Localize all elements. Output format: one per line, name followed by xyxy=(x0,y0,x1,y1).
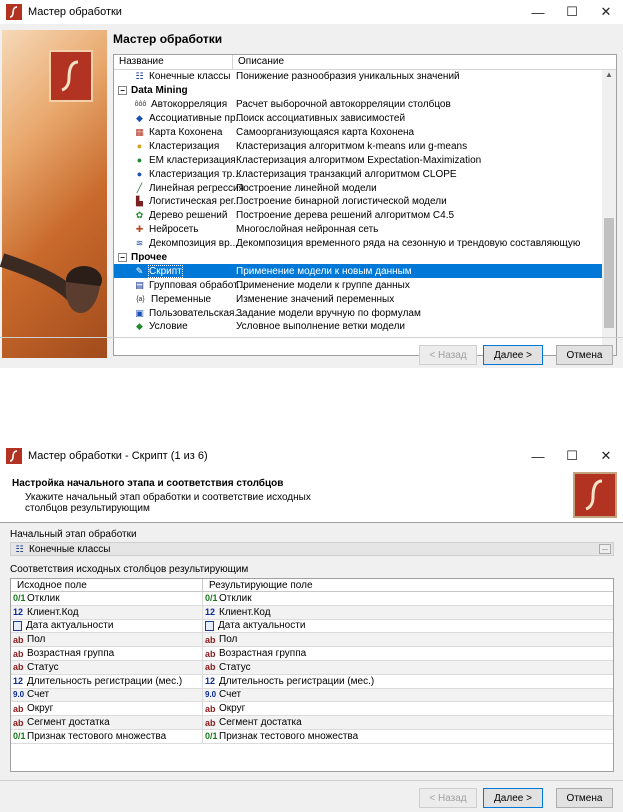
boolean-type-icon: 0/1 xyxy=(205,731,218,742)
tree-item-name: ЕМ кластеризация xyxy=(149,154,236,166)
tree-item-name: Линейная регрессия xyxy=(149,182,244,194)
tree-item-description: Понижение разнообразия уникальных значений xyxy=(236,71,460,83)
column-mapping-grid[interactable] xyxy=(10,578,614,772)
tree-item-name: Автокорреляция xyxy=(151,99,228,111)
target-field-name: Отклик xyxy=(219,592,252,604)
tree-item-name: Кластеризация xyxy=(149,140,220,152)
string-type-icon: ab xyxy=(205,634,216,645)
tree-item-description: Самоорганизующаяся карта Кохонена xyxy=(236,127,415,138)
decision-tree-icon: ✿ xyxy=(135,210,144,221)
column-header-source[interactable]: Исходное поле xyxy=(11,579,203,591)
condition-icon: ◆ xyxy=(136,321,143,332)
logistic-regression-icon: ▙ xyxy=(136,196,143,207)
tree-item-name: Пользовательская... xyxy=(149,307,243,319)
target-field-name: Счет xyxy=(219,689,242,701)
tree-item-name: Карта Кохонена xyxy=(149,127,223,138)
start-stage-value: Конечные классы xyxy=(29,543,111,555)
wizard-header xyxy=(0,468,623,522)
source-field-cell[interactable] xyxy=(11,689,203,702)
tree-item-description: Построение линейной модели xyxy=(236,182,377,194)
grid-header xyxy=(11,579,613,592)
source-field-cell[interactable] xyxy=(11,647,203,660)
step-description: Укажите начальный этап обработки и соответствие исходных столбцов результирующим xyxy=(25,492,311,514)
script-icon: ✎ xyxy=(135,265,144,276)
tree-item-description: Изменение значений переменных xyxy=(236,293,395,305)
processing-type-tree[interactable] xyxy=(113,54,617,356)
mapping-label: Соответствия исходных столбцов результирующим xyxy=(10,564,249,575)
target-field-cell[interactable] xyxy=(203,647,613,660)
wizard-side-image xyxy=(2,30,107,358)
wizard-logo-icon xyxy=(573,472,617,518)
em-clustering-icon: ● xyxy=(136,154,143,165)
pipe-illustration-icon xyxy=(2,200,107,360)
mapping-row[interactable] xyxy=(11,675,613,689)
collapse-icon[interactable]: − xyxy=(118,253,127,262)
window-title: Мастер обработки - Скрипт (1 из 6) xyxy=(28,450,208,462)
tree-item-name: Кластеризация тр... xyxy=(149,168,241,180)
tree-item-name: Дерево решений xyxy=(149,210,228,222)
tree-item-name: Прочее xyxy=(131,252,168,264)
integer-type-icon: 12 xyxy=(13,676,24,687)
tree-item-description: Условное выполнение ветки модели xyxy=(236,321,406,333)
group-processing-icon: ▤ xyxy=(135,279,144,290)
source-field-cell[interactable] xyxy=(11,716,203,729)
tree-item[interactable] xyxy=(114,237,616,251)
start-stage-label: Начальный этап обработки xyxy=(10,529,137,540)
source-field-cell[interactable] xyxy=(11,675,203,688)
target-field-cell[interactable] xyxy=(203,620,613,633)
tree-item-description: Построение бинарной логистической модели xyxy=(236,196,447,208)
source-field-cell[interactable] xyxy=(11,661,203,674)
source-field-name: Дата актуальности xyxy=(26,620,114,632)
source-field-cell[interactable] xyxy=(11,633,203,646)
cluster-classes-icon: ☷ xyxy=(135,71,144,82)
target-field-cell[interactable] xyxy=(203,675,613,688)
tree-item-name: Data Mining xyxy=(131,85,188,97)
mapping-row[interactable] xyxy=(11,661,613,675)
boolean-type-icon: 0/1 xyxy=(13,593,26,604)
source-field-name: Длительность регистрации (мес.) xyxy=(27,675,183,687)
mapping-row[interactable] xyxy=(11,730,613,744)
title-bar[interactable] xyxy=(0,444,623,468)
tree-scrollbar[interactable] xyxy=(602,70,616,355)
mapping-row[interactable] xyxy=(11,592,613,606)
target-field-name: Возрастная группа xyxy=(219,648,307,660)
tree-item-description: Применение модели к группе данных xyxy=(236,279,410,291)
source-field-cell[interactable] xyxy=(11,606,203,619)
string-type-icon: ab xyxy=(13,717,24,728)
mapping-row[interactable] xyxy=(11,633,613,647)
linear-regression-icon: ╱ xyxy=(136,182,143,193)
wizard-window-step-select xyxy=(0,0,623,368)
tree-item-description: Кластеризация алгоритмом Expectation-Maximization xyxy=(236,154,482,166)
source-field-cell[interactable] xyxy=(11,592,203,605)
wizard-logo-icon xyxy=(49,50,93,102)
association-icon: ◆ xyxy=(136,113,143,124)
boolean-type-icon: 0/1 xyxy=(205,593,218,604)
variables-icon: {a} xyxy=(136,295,145,303)
scroll-up-icon[interactable]: ▲ xyxy=(605,70,613,79)
back-button[interactable]: < Назад xyxy=(419,788,477,808)
tree-item[interactable] xyxy=(114,181,616,195)
tree-group[interactable] xyxy=(114,251,616,265)
minimize-button[interactable]: — xyxy=(531,4,545,20)
wizard-heading: Мастер обработки xyxy=(113,32,223,46)
tree-item-name: Переменные xyxy=(151,293,212,305)
string-type-icon: ab xyxy=(13,662,24,673)
decomposition-icon: ≋ xyxy=(135,238,144,249)
source-field-name: Сегмент достатка xyxy=(27,717,110,729)
tree-item[interactable] xyxy=(114,126,616,140)
tree-item-description: Задание модели вручную по формулам xyxy=(236,307,421,319)
integer-type-icon: 12 xyxy=(205,607,216,618)
close-button[interactable]: ✕ xyxy=(600,4,612,19)
tree-item-description: Применение модели к новым данным xyxy=(236,265,412,277)
tree-item[interactable] xyxy=(114,264,616,278)
target-field-name: Статус xyxy=(219,661,251,673)
tree-item-name: Скрипт xyxy=(149,265,182,277)
tree-item[interactable] xyxy=(114,209,616,223)
step-heading: Настройка начального этапа и соответствия столбцов xyxy=(12,478,284,489)
window-title: Мастер обработки xyxy=(28,6,122,18)
mapping-row[interactable] xyxy=(11,606,613,620)
tree-item[interactable] xyxy=(114,139,616,153)
target-field-cell[interactable] xyxy=(203,633,613,646)
column-header-target[interactable]: Результирующие поле xyxy=(209,580,313,591)
float-type-icon: 9.0 xyxy=(13,690,25,700)
tree-item-name: Конечные классы xyxy=(149,71,231,83)
source-field-name: Отклик xyxy=(27,592,60,604)
string-type-icon: ab xyxy=(13,648,24,659)
transaction-clustering-icon: ● xyxy=(136,168,143,179)
float-type-icon: 9.0 xyxy=(205,690,217,700)
target-field-name: Признак тестового множества xyxy=(219,730,359,742)
source-field-name: Клиент.Код xyxy=(27,606,79,618)
source-field-name: Пол xyxy=(27,634,46,646)
integer-type-icon: 12 xyxy=(13,607,24,618)
source-field-name: Округ xyxy=(27,703,54,715)
mapping-row[interactable] xyxy=(11,647,613,661)
tree-item[interactable] xyxy=(114,292,616,306)
app-logo-icon xyxy=(6,448,22,464)
tree-item-description: Построение дерева решений алгоритмом С4.5 xyxy=(236,210,455,222)
cancel-button[interactable]: Отмена xyxy=(556,345,613,365)
tree-item-name: Ассоциативные пр... xyxy=(149,113,244,125)
integer-type-icon: 12 xyxy=(205,676,216,687)
user-model-icon: ▣ xyxy=(135,307,144,318)
browse-button[interactable]: ... xyxy=(599,544,611,554)
column-header-name[interactable]: Название xyxy=(114,55,233,69)
target-field-cell[interactable] xyxy=(203,661,613,674)
kohonen-map-icon: ▦ xyxy=(135,127,144,137)
tree-item-description: Многослойная нейронная сеть xyxy=(236,224,379,236)
source-field-name: Статус xyxy=(27,661,59,673)
cancel-button[interactable]: Отмена xyxy=(556,788,613,808)
mapping-row[interactable] xyxy=(11,702,613,716)
tree-item-name: Декомпозиция вр... xyxy=(149,238,239,250)
tree-item-name: Логистическая рег... xyxy=(149,196,242,208)
clustering-icon: ● xyxy=(136,140,143,151)
mapping-row[interactable] xyxy=(11,620,613,634)
source-field-name: Возрастная группа xyxy=(27,648,115,660)
tree-item[interactable] xyxy=(114,153,616,167)
start-stage-field[interactable] xyxy=(10,542,614,556)
target-field-cell[interactable] xyxy=(203,592,613,605)
string-type-icon: ab xyxy=(205,648,216,659)
date-type-icon xyxy=(13,621,22,631)
target-field-name: Сегмент достатка xyxy=(219,717,302,729)
target-field-cell[interactable] xyxy=(203,702,613,715)
target-field-name: Дата актуальности xyxy=(218,620,306,632)
tree-item-description: Поиск ассоциативных зависимостей xyxy=(236,113,406,125)
tree-item[interactable] xyxy=(114,167,616,181)
target-field-cell[interactable] xyxy=(203,730,613,743)
tree-item-description: Кластеризация транзакций алгоритмом CLOPE xyxy=(236,168,457,180)
tree-item[interactable] xyxy=(114,278,616,292)
close-button[interactable]: ✕ xyxy=(600,448,612,463)
next-button[interactable]: Далее > xyxy=(483,788,543,808)
target-field-name: Округ xyxy=(219,703,246,715)
tree-item[interactable] xyxy=(114,70,616,84)
autocorrelation-icon: ôôô xyxy=(134,101,147,109)
date-type-icon xyxy=(205,621,214,631)
tree-item-name: Нейросеть xyxy=(149,224,199,236)
maximize-button[interactable]: ☐ xyxy=(566,448,578,463)
title-bar[interactable] xyxy=(0,0,623,24)
tree-item[interactable] xyxy=(114,306,616,320)
tree-item-description: Декомпозиция временного ряда на сезонную и трендовую составляющую xyxy=(236,238,581,250)
target-field-cell[interactable] xyxy=(203,689,613,702)
tree-item[interactable] xyxy=(114,112,616,126)
source-field-name: Счет xyxy=(27,689,50,701)
tree-header xyxy=(114,55,616,70)
boolean-type-icon: 0/1 xyxy=(13,731,26,742)
string-type-icon: ab xyxy=(205,717,216,728)
target-field-cell[interactable] xyxy=(203,606,613,619)
source-field-cell[interactable] xyxy=(11,702,203,715)
string-type-icon: ab xyxy=(205,662,216,673)
tree-item-name: Групповая обработ... xyxy=(149,279,245,291)
mapping-row[interactable] xyxy=(11,689,613,703)
tree-item-description: Расчет выборочной автокорреляции столбцов xyxy=(236,99,451,111)
maximize-button[interactable]: ☐ xyxy=(566,4,578,19)
back-button[interactable]: < Назад xyxy=(419,345,477,365)
tree-item[interactable] xyxy=(114,98,616,112)
string-type-icon: ab xyxy=(13,634,24,645)
neural-net-icon: ✚ xyxy=(135,224,144,235)
target-field-cell[interactable] xyxy=(203,716,613,729)
collapse-icon[interactable]: − xyxy=(118,86,127,95)
cluster-classes-icon: ☷ xyxy=(15,543,24,554)
app-logo-icon xyxy=(6,4,22,20)
source-field-cell[interactable] xyxy=(11,730,203,743)
string-type-icon: ab xyxy=(205,703,216,714)
tree-item-description: Кластеризация алгоритмом k-means или g-means xyxy=(236,140,468,152)
source-field-cell[interactable] xyxy=(11,620,203,633)
target-field-name: Пол xyxy=(219,634,238,646)
tree-item-name: Условие xyxy=(149,321,188,333)
tree-item[interactable] xyxy=(114,195,616,209)
tree-item[interactable] xyxy=(114,320,616,334)
next-button[interactable]: Далее > xyxy=(483,345,543,365)
target-field-name: Клиент.Код xyxy=(219,606,271,618)
minimize-button[interactable]: — xyxy=(531,448,545,464)
tree-group[interactable] xyxy=(114,84,616,98)
string-type-icon: ab xyxy=(13,703,24,714)
target-field-name: Длительность регистрации (мес.) xyxy=(219,675,375,687)
tree-item[interactable] xyxy=(114,223,616,237)
mapping-row[interactable] xyxy=(11,716,613,730)
scrollbar-thumb[interactable] xyxy=(604,218,614,328)
source-field-name: Признак тестового множества xyxy=(27,730,167,742)
column-header-description[interactable]: Описание xyxy=(238,56,285,67)
